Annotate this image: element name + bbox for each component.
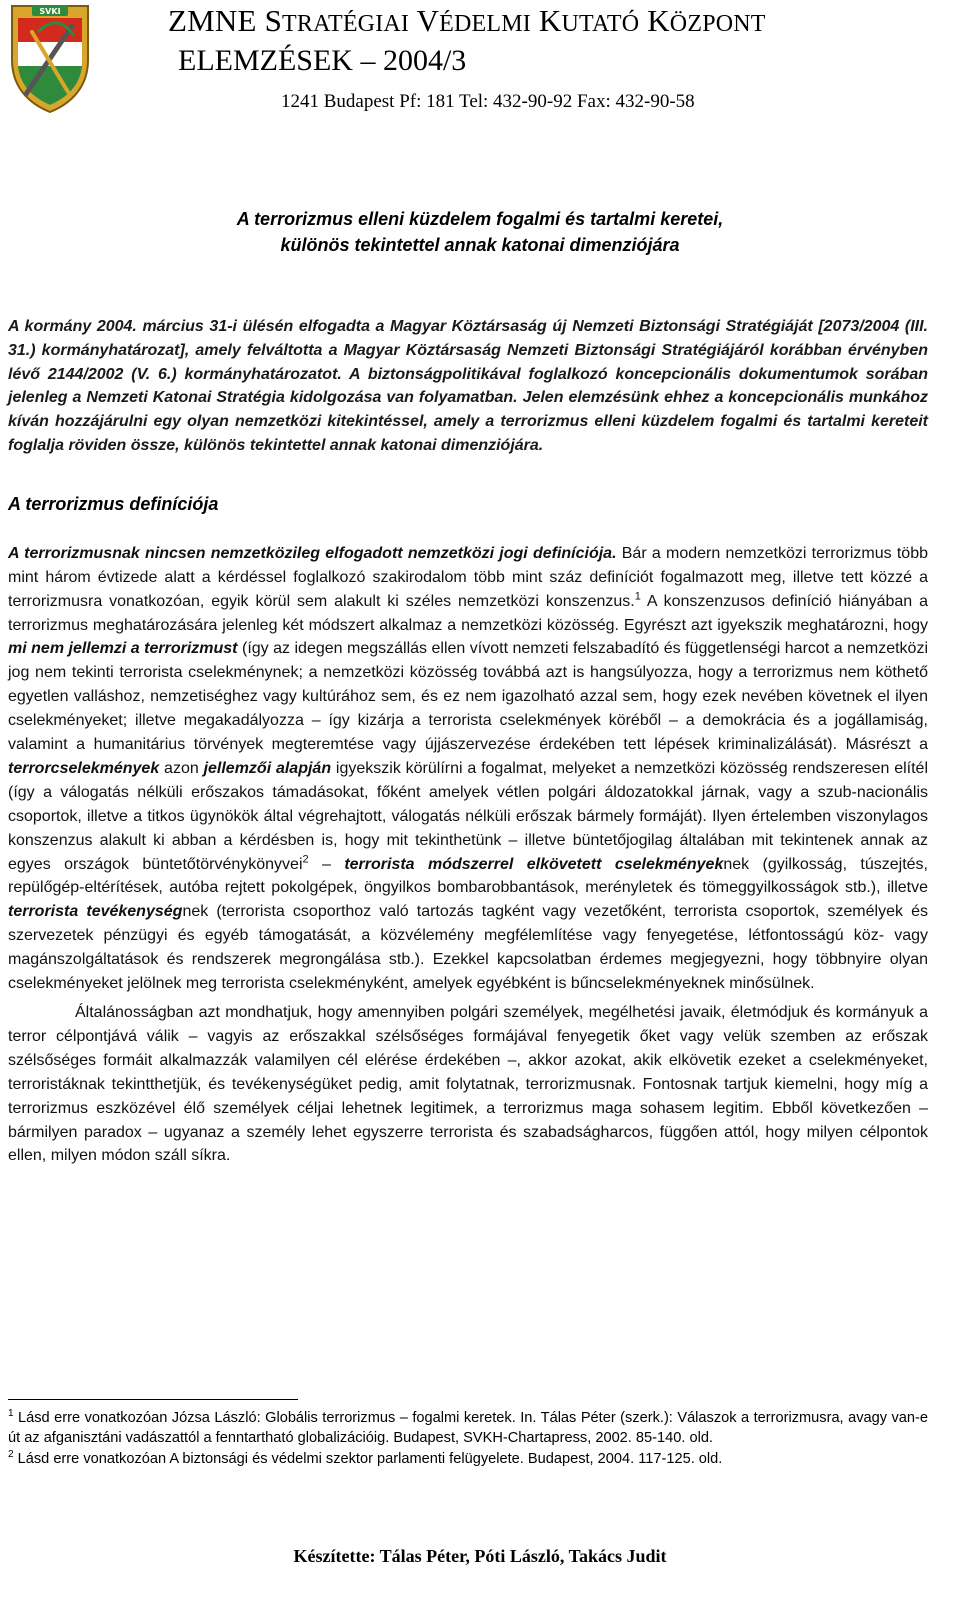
svki-crest-logo <box>8 2 92 114</box>
emphasis-text: terrorista tevékenység <box>8 903 183 921</box>
title-line-1: A terrorizmus elleni küzdelem fogalmi és tartalmi keretei, <box>236 209 724 229</box>
document-title <box>0 206 960 258</box>
series-label: ELEMZÉSEK – 2004/3 <box>178 44 467 77</box>
footnote-ref-2[interactable]: 2 <box>302 853 309 866</box>
emphasis-text: jellemzői alapján <box>203 759 332 777</box>
intro-paragraph: A kormány 2004. március 31-i ülésén elfogadta a Magyar Köztársaság új Nemzeti Biztonsági Stratégiáját [2073/2004 (III. 31.) kormányhatározat], amely felváltotta a Magyar Köztársaság Nemzeti Biztonsági Stratégiájáról korábban érvényben lévő 2144/2002 (V. 6.) kormányhatározatot. A biztonságpolitikával foglalkozó koncepcionális dokumentumok sorában jelenleg a Nemzeti Katonai Stratégia kidolgozása van folyamatban. Jelen elemzésünk ehhez a koncepcionális munkához kíván hozzájárulni egy olyan nemzetközi kitekintéssel, amely a terrorizmus elleni küzdelem fogalmi és tartalmi kereteit foglalja röviden össze, különös tekintettel annak katonai dimenziójára. <box>8 318 928 454</box>
definition-paragraph: A terrorizmusnak nincsen nemzetközileg elfogadott nemzetközi jogi definíciója. Bár a modern nemzetközi terrorizmus több mint három évtizede alatt a kérdéssel foglalkozó szakirodalom több mint száz definíciót fogalmazott meg, illetve tett közzé a terrorizmusra vonatkozóan, egyik körül sem alakult ki széles nemzetközi konszenzus.$^1$ A konszenzusos definíció hiányában a terrorizmus meghatározására jelenleg két módszert alkalmaz a nemzetközi közösség. Egyrészt azt igyekszik meghatározni, hogy mi nem jellemzi a terrorizmust (így az idegen megszállás ellen vívott nemzeti felszabadító és függetlenségi harcot a nemzetközi jog nem tekinti terrorista cselekménynek; a nemzetközi közösség továbbá azt is hangsúlyozza, hogy a terrorizmus nem köthető egyetlen valláshoz, nemzetiséghez vagy kultúrához sem, és ez nem igazolható azzal sem, hogy ezek nevében követnek el ilyen cselekményeket; illetve megakadályozza – így kizárja a terrorista cselekmények köréből – a demokrácia és a jogállamiság, valamint a humanitárius törvények megteremtése vagy újjászervezése érdekében tett lépések kriminalizálását). Másrészt a terrorcselekmények azon jellemzői alapján igyekszik körülírni a fogalmat, melyeket a nemzetközi közösség rendszeresen elítél (így a válogatás nélküli erőszakos támadásokat, főként amelyek vétlen polgári áldozatokkal járnak, vagy a szub-nacionális csoportok, illetve a titkos ügynökök által végrehajtott, válogatás nélküli erőszak bármely formáját). Ilyen értelemben viszonylagos konszenzus alakult ki abban a kérdésben is, hogy mit tekinthetünk – illetve büntetőjogilag általában mit tekintenek annak az egyes országok büntetőtörvénykönyvei$^2$ – terrorista módszerrel elkövetett cselekményeknek (gyilkosság, túszejtés, repülőgép-eltérítések, autóba rejtett pokolgépek, öngyilkos bombarobbantások, merényletek és tömeggyilkosságok stb.), illetve terrorista tevékenységnek (terrorista csoporthoz való tartozás tagként vagy vezetőként, terrorista csoportok, személyek és szervezetek pénzügyi és egyéb támogatását, a közvélemény megfélemlítése vagy fenyegetése, létfontosságú köz- vagy magánszolgáltatások és rendszerek megrongálása stb.). Ezekkel kapcsolatban érdemes megjegyezni, hogy többnyire olyan cselekményeket jelölnek meg terrorista cselekményként, amelyek egyébként is bűncselekményeknek minősülnek. <box>8 544 929 993</box>
institute-name: ZMNE STRATÉGIAI VÉDELMI KUTATÓ KÖZPONT <box>168 3 766 38</box>
institute-header <box>168 2 928 117</box>
emphasis-text: terrorcselekmények <box>8 759 160 777</box>
footnotes <box>8 1408 928 1469</box>
generalization-paragraph: Általánosságban azt mondhatjuk, hogy amennyiben polgári személyek, megélhetési javaik, életmódjuk és kormányuk a terror célpontjává válik – vagyis az erőszakkal szélsőséges formájával fenyegetik őket vagy velük szemben az erőszak szélsőséges formáit alkalmazzák valamilyen cél elérése érdekében –, akkor azokat, akik elkövetik ezeket a cselekményeket, terroristáknak tekintthetjük, és tevékenységüket pedig, amit folytatnak, terrorizmusnak. Fontosnak tartjuk kiemelni, hogy míg a terrorizmus eszközével élő személyek céljai lehetnek legitimek, a terrorizmus maga sohasem legitim. Ebből következően – bármilyen paradox – ugyanaz a személy lehet egyszerre terrorista és szabadságharcos, függően attól, hogy milyen célpontok ellen, milyen módon száll síkra. <box>8 1004 928 1165</box>
logo-text: SVKI <box>39 7 61 16</box>
emphasis-text: mi nem jellemzi a terrorizmust <box>8 640 238 658</box>
footnote-ref-1[interactable]: 1 <box>634 590 641 603</box>
footnote-1: $^1$ Lásd erre vonatkozóan Józsa László: Globális terrorizmus – fogalmi keretek. In. Tálas Péter (szerk.): Válaszok a terrorizmusra, avagy van-e út az afganisztáni vadászattól a fenntartható globalizációig. Budapest, SVKH-Chartapress, 2002. 85-140. old. <box>8 1408 928 1447</box>
title-line-2: különös tekintettel annak katonai dimenziójára <box>280 235 680 255</box>
section-heading: A terrorizmus definíciója <box>8 493 219 514</box>
footnote-divider <box>8 1399 298 1400</box>
key-statement: A terrorizmusnak nincsen nemzetközileg elfogadott nemzetközi jogi definíciója. <box>8 544 617 562</box>
emphasis-text: terrorista módszerrel elkövetett cselekmények <box>344 855 724 873</box>
authors-line: Készítette: Tálas Péter, Póti László, Takács Judit <box>293 1546 667 1566</box>
document-body <box>8 315 928 1168</box>
footnote-2: $^2$ Lásd erre vonatkozóan A biztonsági és védelmi szektor parlamenti felügyelete. Budapest, 2004. 117-125. old. <box>8 1448 723 1467</box>
contact-line: 1241 Budapest Pf: 181 Tel: 432-90-92 Fax: 432-90-58 <box>281 91 695 112</box>
